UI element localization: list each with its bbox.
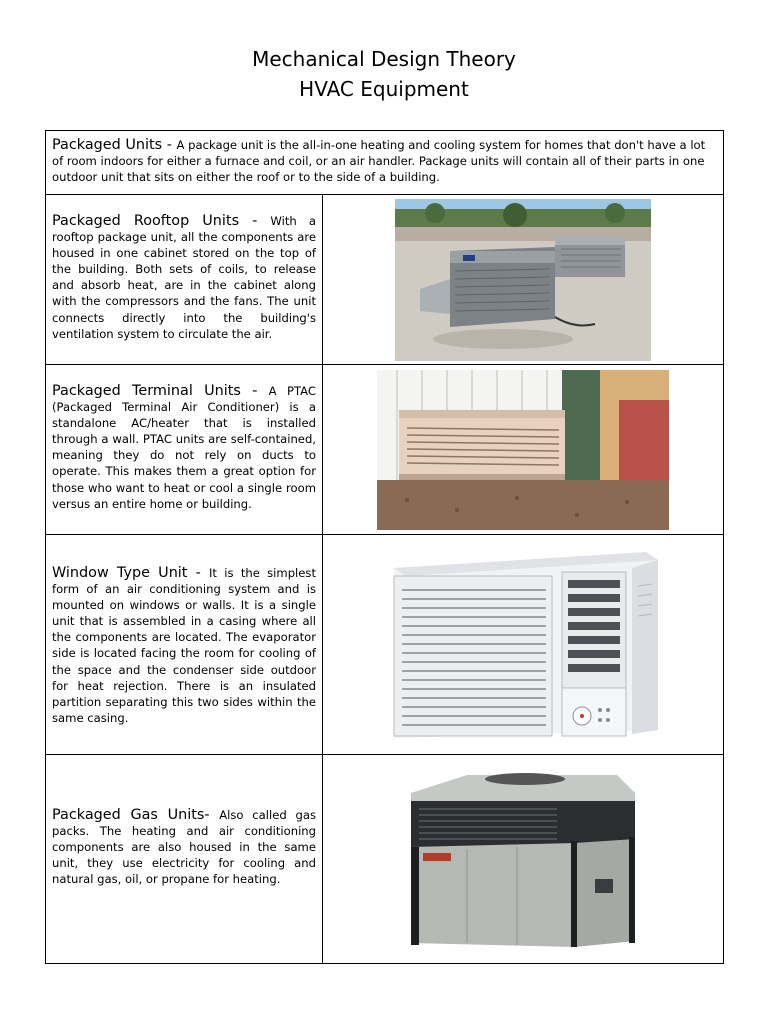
- section-heading: Packaged Units -: [52, 137, 177, 153]
- image-cell: [323, 195, 723, 364]
- section-heading: Packaged Rooftop Units -: [52, 213, 271, 229]
- equipment-table: [45, 130, 724, 964]
- window-unit-photo: [386, 546, 660, 742]
- ptac-unit-photo: [377, 370, 669, 530]
- text-cell: [46, 755, 323, 963]
- table-row-window-unit: [46, 535, 723, 755]
- section-paragraph: [52, 213, 316, 342]
- section-body: A PTAC (Packaged Terminal Air Conditioner) is a standalone AC/heater that is installed through a wall. PTAC units are self-contained, meaning they do not rely on ducts to operate. This makes them a great option for those who want to heat or cool a single room versus an entire home or building.: [52, 384, 316, 511]
- section-heading: Window Type Unit -: [52, 565, 210, 581]
- section-body: It is the simplest form of an air conditioning system and is mounted on windows or walls. It is a single unit that is assembled in a casing where all the components are located. The evaporator side is located facing the room for cooling of the space and the condenser side outdoor for heat rejection. There is an insulated partition separating this two sides within the same casing.: [52, 566, 317, 725]
- text-cell: [46, 365, 323, 534]
- text-cell: [46, 195, 323, 364]
- title-line-1: Mechanical Design Theory: [252, 47, 516, 71]
- rooftop-unit-photo: [395, 199, 651, 361]
- section-body: A package unit is the all-in-one heating and cooling system for homes that don't have a lot of room indoors for either a furnace and coil, or an air handler. Package units will contain all of their parts in one outdoor unit that sits on either the roof or to the side of a building.: [52, 138, 706, 185]
- table-row-rooftop-units: [46, 195, 723, 365]
- section-heading: Packaged Terminal Units -: [52, 383, 269, 399]
- section-body: With a rooftop package unit, all the components are housed in one cabinet stored on the top of the building. Both sets of coils, to release and absorb heat, are in the cabinet along with the compressors and the fans. The unit connects directly into the building's ventilation system to circulate the air.: [52, 214, 316, 341]
- image-cell: [323, 755, 723, 963]
- title-line-2: HVAC Equipment: [299, 77, 469, 101]
- section-paragraph: [52, 807, 316, 887]
- table-row-packaged-units: [46, 131, 723, 195]
- section-paragraph: [52, 383, 316, 512]
- document-title: [0, 44, 768, 104]
- section-heading: Packaged Gas Units-: [52, 807, 220, 823]
- table-row-terminal-units: [46, 365, 723, 535]
- section-body: Also called gas packs. The heating and air conditioning components are also housed in the same unit, they use electricity for cooling and natural gas, oil, or propane for heating.: [52, 808, 316, 887]
- table-row-gas-units: [46, 755, 723, 963]
- section-paragraph: [52, 137, 717, 185]
- text-cell: [46, 535, 323, 754]
- image-cell: [323, 535, 723, 754]
- section-paragraph: [52, 565, 316, 726]
- gas-pack-unit-photo: [407, 771, 639, 953]
- image-cell: [323, 365, 723, 534]
